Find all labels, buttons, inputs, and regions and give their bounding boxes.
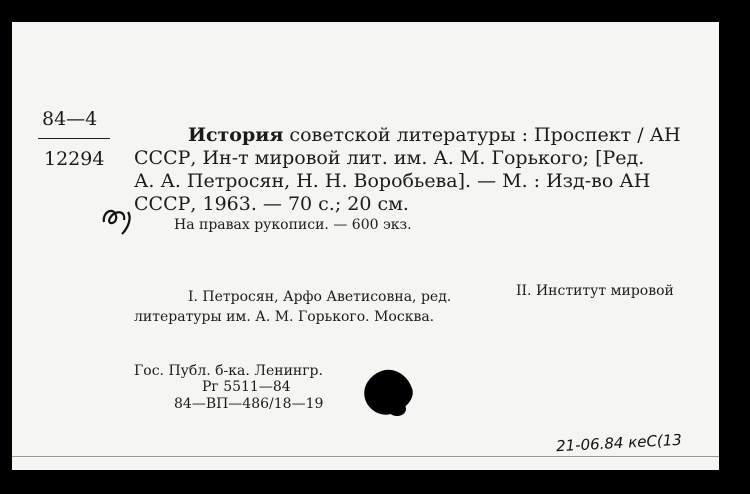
library-name: Гос. Публ. б-ка. Ленингр. (134, 363, 323, 379)
title-line-1 (188, 126, 681, 145)
imprint-line-4: СССР, 1963. — 70 с.; 20 см. (134, 193, 409, 215)
class-divider (38, 138, 110, 139)
title-word: История (188, 124, 284, 146)
class-number: 84—4 (42, 108, 98, 130)
catalog-card (12, 22, 719, 470)
handwritten-mark (98, 192, 138, 236)
tracing-3: литературы им. А. М. Горького. Москва. (134, 309, 435, 325)
tracing-1: I. Петросян, Арфо Аветисовна, ред. (188, 289, 452, 305)
ink-stamp-drip (388, 402, 406, 416)
edition-note: На правах рукописи. — 600 экз. (174, 217, 412, 233)
order-number: 84—ВП—486/18—19 (174, 396, 324, 412)
handwritten-date: 21-06.84 кеС(13 (555, 430, 683, 456)
imprint-line-3: А. А. Петросян, Н. Н. Воробьева]. — М. : Изд-во АН (134, 170, 651, 192)
imprint-line-2: СССР, Ин-т мировой лит. им. А. М. Горького; [Ред. (134, 147, 645, 169)
title-rest: советской литературы : Проспект / АН (283, 124, 681, 146)
tracing-2: II. Институт мировой (516, 283, 674, 299)
accession-number: 12294 (44, 148, 105, 170)
card-bottom-line (12, 456, 719, 457)
register-number: Рг 5511—84 (202, 379, 291, 395)
